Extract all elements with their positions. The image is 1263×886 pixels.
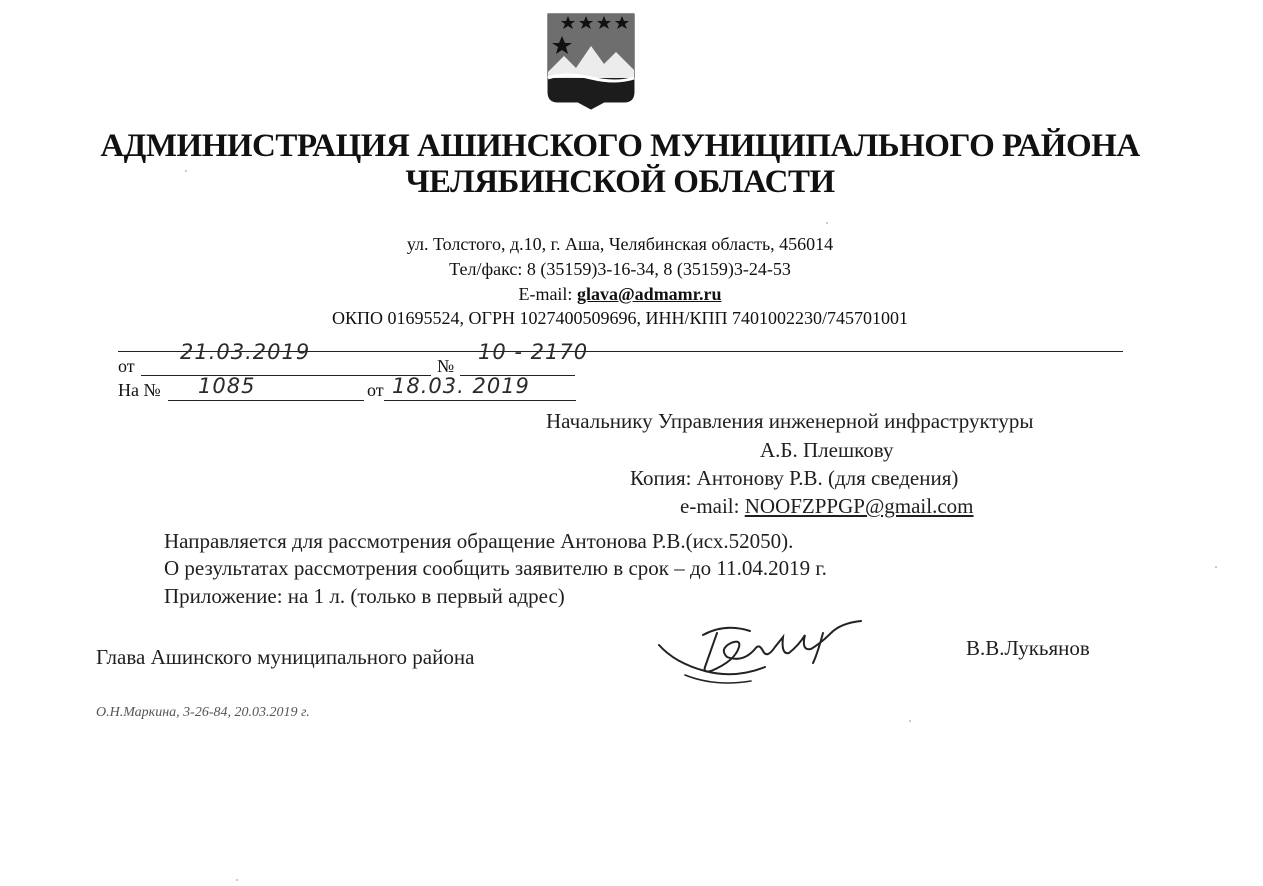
address-line: ул. Толстого, д.10, г. Аша, Челябинская область, 456014 [406, 234, 834, 254]
executor-note: О.Н.Маркина, 3-26-84, 20.03.2019 г. [96, 705, 310, 720]
body-line-3: Приложение: на 1 л. (только в первый адрес) [164, 584, 565, 608]
registration-number: 10 - 2170 [478, 340, 589, 364]
requisites-line: ОКПО 01695524, ОГРН 1027400509696, ИНН/КПП 7401002230/745701001 [332, 308, 908, 328]
reply-number: 1085 [198, 374, 256, 398]
scan-speck [826, 222, 828, 224]
email-label: E-mail: [518, 284, 577, 304]
copy-recipient: Копия: Антонову Р.В. (для сведения) [630, 466, 959, 490]
recipient-email-label: e-mail: [680, 494, 745, 518]
reply-date: 18.03. 2019 [392, 374, 530, 398]
body-line-1: Направляется для рассмотрения обращение Антонова Р.В.(исх.52050). [164, 529, 794, 553]
recipient-email-link[interactable]: NOOFZPPGP@gmail.com [744, 494, 974, 518]
date-underline [141, 375, 431, 376]
header-email-link[interactable]: glava@admamr.ru [576, 284, 722, 304]
scan-speck [185, 170, 187, 172]
reply-number-underline [168, 400, 364, 401]
organization-title-line2: ЧЕЛЯБИНСКОЙ ОБЛАСТИ [405, 164, 835, 200]
recipient-email-line [680, 494, 974, 519]
recipient-name: А.Б. Плешкову [760, 438, 894, 462]
reply-to-label: На № [118, 380, 161, 400]
body-line-2: О результатах рассмотрения сообщить заявителю в срок – до 11.04.2019 г. [164, 556, 827, 580]
registration-date: 21.03.2019 [180, 340, 311, 364]
coat-of-arms-emblem [546, 12, 636, 110]
reply-date-underline [384, 400, 576, 401]
email-line [120, 284, 1120, 305]
number-label: № [437, 356, 455, 376]
scan-speck [236, 879, 238, 881]
signatory-name: В.В.Лукьянов [966, 636, 1090, 660]
recipient-title: Начальнику Управления инженерной инфраструктуры [546, 409, 1034, 433]
handwritten-signature [655, 615, 870, 690]
from-label: от [118, 356, 135, 376]
scan-speck [1215, 566, 1217, 568]
reply-from-label: от [367, 380, 384, 400]
organization-title-line1: АДМИНИСТРАЦИЯ АШИНСКОГО МУНИЦИПАЛЬНОГО РАЙОНА [100, 128, 1140, 164]
phone-line: Тел/факс: 8 (35159)3-16-34, 8 (35159)3-24-53 [449, 259, 791, 279]
scan-speck [909, 720, 911, 722]
signatory-position: Глава Ашинского муниципального района [96, 645, 475, 669]
